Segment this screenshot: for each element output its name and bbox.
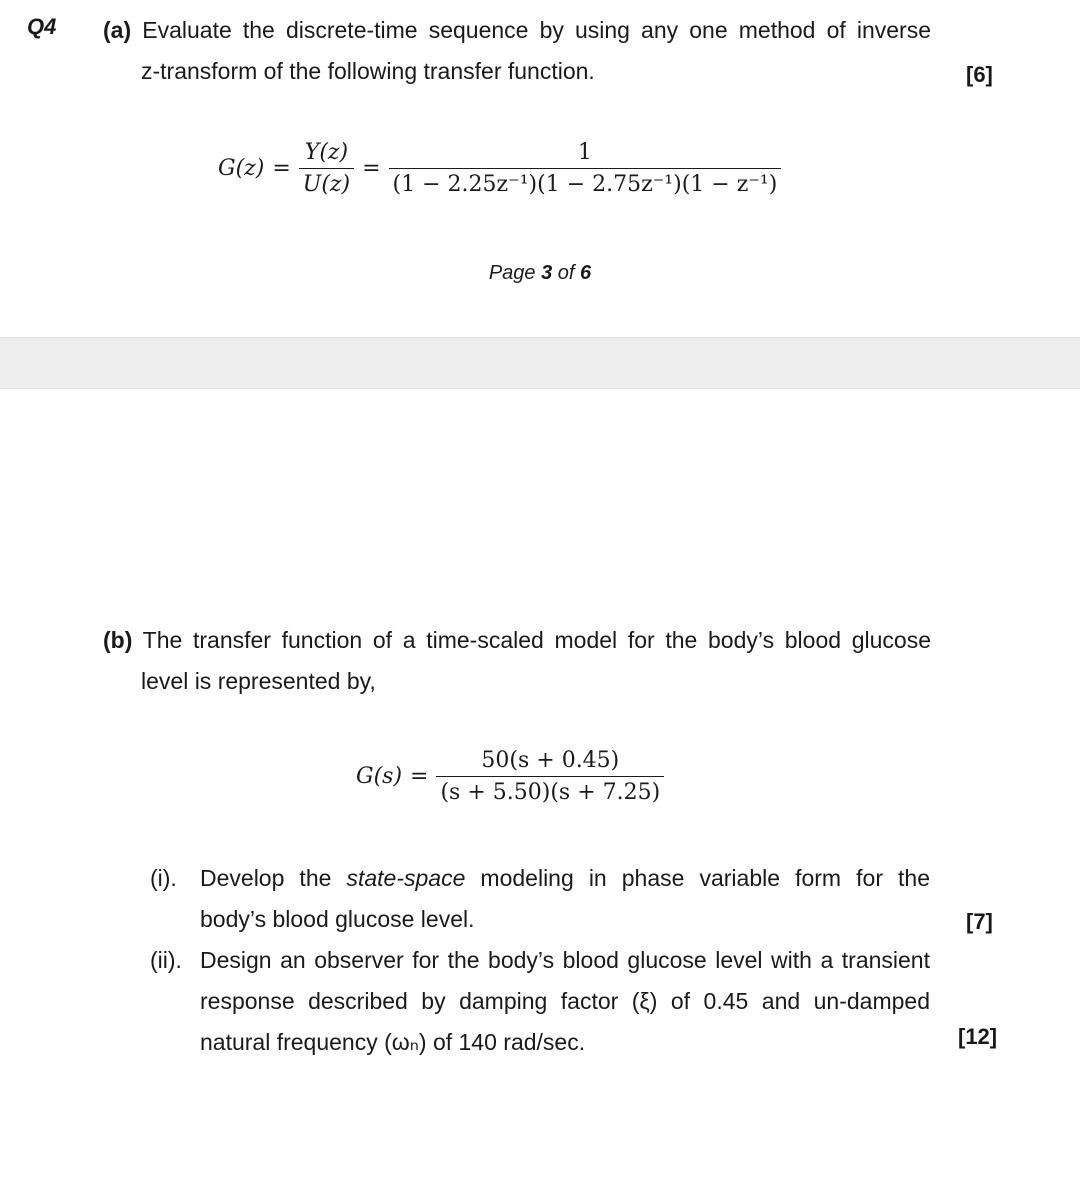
sub-item-ii-line-2: response described by damping factor (ξ) of 0.45 and un-damped [200, 988, 930, 1014]
equation-gz: G(z) = $\frac{Y(z)}{U(z)}$ = $\frac{1}{\text{(1 − 2.25z⁻¹)(1 − 2.75z⁻¹)(1 − z⁻¹)}}$ [218, 140, 781, 197]
question-number: Q4 [27, 14, 57, 39]
sub-item-ii-number: (ii). [150, 947, 182, 973]
sub-item-i [150, 858, 930, 940]
sub-item-ii [150, 940, 930, 1063]
equation-gs-denominator: (s + 5.50)(s + 7.25) [436, 776, 664, 805]
part-a-marks: [6] [966, 62, 993, 87]
page-break [0, 337, 1080, 389]
sub-item-ii-line-3: natural frequency (ωₙ) of 140 rad/sec. [200, 1029, 586, 1055]
part-a-label: (a) [103, 17, 132, 43]
equation-gz-lhs: G(z) [218, 156, 265, 181]
page-number: Page 3 of 6 [488, 262, 592, 284]
part-a-line-2: z-transform of the following transfer function. [141, 58, 595, 84]
part-a-line-1: (a) Evaluate the discrete-time sequence by using any one method of inverse [103, 17, 931, 43]
equation-gz-denominator: (1 − 2.25z⁻¹)(1 − 2.75z⁻¹)(1 − z⁻¹) [389, 168, 782, 197]
equation-gs-numerator: 50(s + 0.45) [481, 748, 620, 773]
equation-gs-lhs: G(s) [356, 764, 403, 789]
equation-gz-numerator: 1 [577, 140, 592, 165]
sub-item-i-number: (i). [150, 865, 177, 891]
equation-gs-fraction [436, 748, 664, 805]
page-current: 3 [541, 262, 553, 284]
sub-item-i-line-1: Develop the state-space modeling in phase variable form for the [200, 865, 930, 891]
page-total: 6 [580, 262, 592, 284]
part-b-label: (b) [103, 627, 133, 653]
equation-gz-ratio [299, 140, 354, 197]
sub-item-i-line-2: body’s blood glucose level. [200, 906, 475, 932]
part-b-text [103, 620, 931, 702]
equation-gz-ratio-num: Y(z) [304, 140, 349, 165]
sub-item-ii-line-1: Design an observer for the body’s blood glucose level with a transient [200, 947, 930, 973]
part-b-line-1: (b) The transfer function of a time-scaled model for the body’s blood glucose [103, 627, 931, 653]
part-b-line-2: level is represented by, [141, 668, 376, 694]
equation-gz-fraction [389, 140, 782, 197]
part-a-text [103, 10, 931, 92]
equation-gz-ratio-den: U(z) [299, 168, 354, 197]
sub-item-i-marks: [7] [966, 909, 993, 934]
equation-gs: G(s) = $\frac{50(s + 0.45)}{(s + 5.50)(s + 7.25)}$ [356, 748, 664, 805]
sub-item-ii-marks: [12] [958, 1024, 998, 1049]
